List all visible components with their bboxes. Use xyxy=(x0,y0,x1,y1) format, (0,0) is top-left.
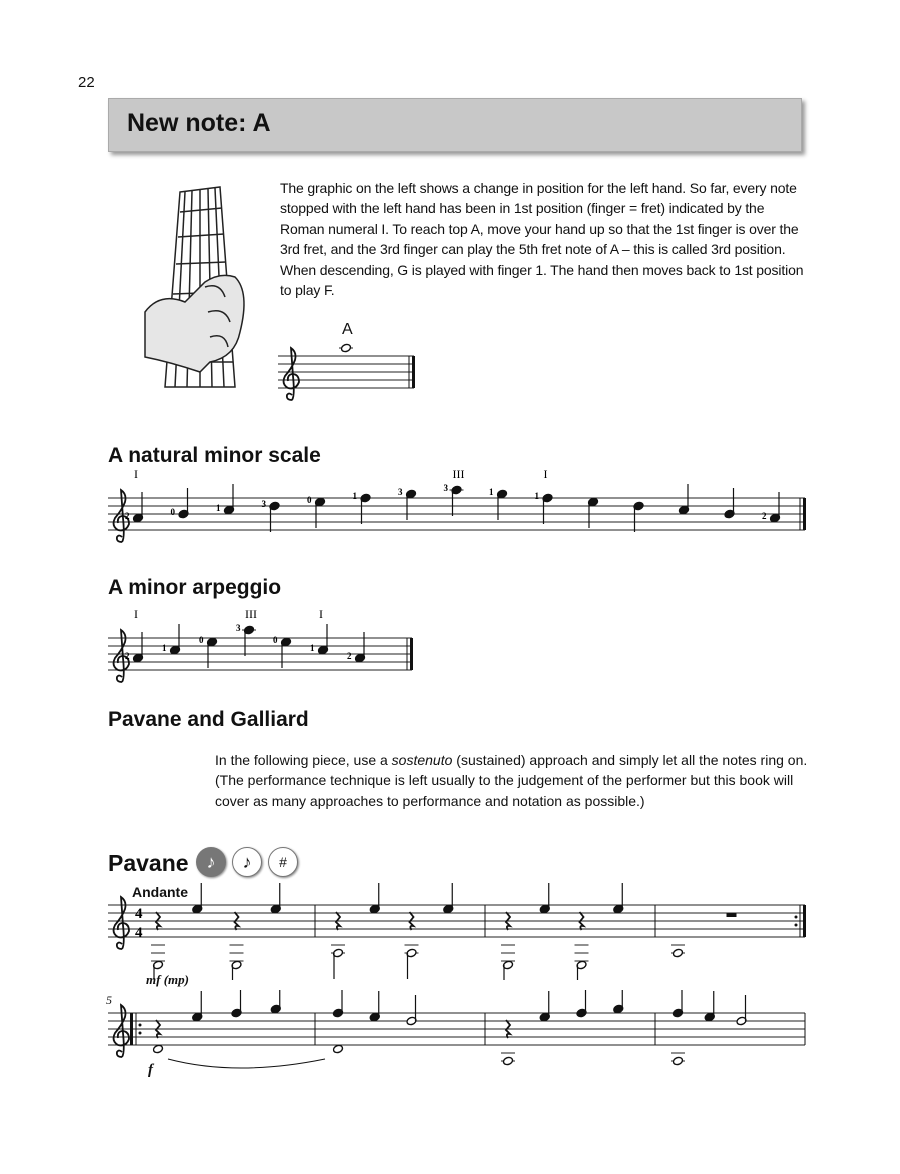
measure-number: 5 xyxy=(106,993,112,1007)
fingering-number: 1 xyxy=(162,643,167,653)
tie xyxy=(168,1059,325,1068)
final-barline xyxy=(410,638,413,670)
staff-pavane-system-1 xyxy=(100,880,810,980)
note-head xyxy=(341,343,352,353)
note-head xyxy=(673,948,684,958)
fingering-number: 3 xyxy=(398,487,403,497)
position-numeral: I xyxy=(543,468,548,481)
fingering-number: 0 xyxy=(273,635,278,645)
note-head xyxy=(503,1056,514,1066)
fingering-number: 1 xyxy=(216,503,221,513)
whole-rest xyxy=(727,913,737,917)
final-barline xyxy=(803,905,806,937)
position-numeral: I xyxy=(134,468,138,481)
paragraph-text: (sustained) approach and simply let all the notes ring on. (The performance technique is left usually to the judgement of the performer but this book will cover as many approaches to performance and notation as possible.) xyxy=(215,752,808,809)
fingering-number: 0 xyxy=(307,495,312,505)
repeat-start-barline xyxy=(130,1013,133,1045)
note-label: A xyxy=(342,321,353,338)
paragraph-text: In the following piece, use a xyxy=(215,752,392,768)
fingering-number: 3 xyxy=(236,623,241,633)
fingering-number: 1 xyxy=(310,643,315,653)
arpeggio-heading: A minor arpeggio xyxy=(108,576,282,599)
staff-pavane-system-2 xyxy=(100,990,810,1070)
position-numeral: III xyxy=(452,468,465,481)
position-numeral: I xyxy=(319,608,323,621)
staff-arpeggio xyxy=(100,608,420,688)
final-barline xyxy=(412,356,415,388)
position-numeral: I xyxy=(134,608,138,621)
time-signature: 4 xyxy=(135,925,143,941)
fingering-number: 1 xyxy=(489,487,494,497)
guitar-hand-illustration xyxy=(140,182,260,394)
note-head xyxy=(153,1044,164,1054)
dynamic-marking: mf (mp) xyxy=(146,972,189,987)
repeat-dot xyxy=(795,916,798,919)
fingering-number: 1 xyxy=(352,491,357,501)
fingering-number: 0 xyxy=(170,507,175,517)
repeat-dot xyxy=(139,1032,142,1035)
note-head xyxy=(673,1056,684,1066)
guitar-video-icon[interactable]: # xyxy=(268,847,298,877)
page-title: New note: A xyxy=(127,109,271,137)
pavane-galliard-heading: Pavane and Galliard xyxy=(108,708,309,731)
time-signature: 4 xyxy=(135,906,143,922)
audio-full-icon[interactable]: ♪ xyxy=(196,847,226,877)
intro-paragraph: The graphic on the left shows a change in position for the left hand. So far, every note stopped with the left hand has been in 1st position (finger = fret) indicated by the Roman numeral I. To reach top A, move your hand up so that the 1st finger is over the 3rd fret, and the 3rd finger can play the 5th fret note of A – this is called 3rd position. When descending, G is played with finger 1. The hand then moves back to 1st position to play F. xyxy=(280,180,804,299)
section-header xyxy=(108,98,802,152)
fingering-number: 3 xyxy=(261,499,266,509)
fingering-number: 3 xyxy=(443,483,448,493)
staff-note-a xyxy=(276,334,416,404)
fingering-number: 2 xyxy=(762,511,767,521)
fingering-number: 2 xyxy=(125,511,130,521)
pavane-heading: Pavane xyxy=(108,850,189,876)
dynamic-marking: f xyxy=(148,1062,153,1078)
paragraph-italic: sostenuto xyxy=(391,752,453,768)
note-head xyxy=(333,1044,344,1054)
page-number: 22 xyxy=(78,74,95,91)
fingering-number: 1 xyxy=(534,491,539,501)
scale-heading: A natural minor scale xyxy=(108,444,321,467)
staff-scale xyxy=(100,468,810,548)
fingering-number: 2 xyxy=(347,651,352,661)
repeat-dot xyxy=(795,924,798,927)
fingering-number: 2 xyxy=(125,651,130,661)
fingering-number: 0 xyxy=(199,635,204,645)
position-numeral: III xyxy=(245,608,257,621)
audio-backing-icon[interactable]: ♪ xyxy=(232,847,262,877)
pavane-galliard-paragraph xyxy=(215,750,815,811)
tempo-marking: Andante xyxy=(132,884,188,900)
final-barline xyxy=(803,498,806,530)
repeat-dot xyxy=(139,1024,142,1027)
